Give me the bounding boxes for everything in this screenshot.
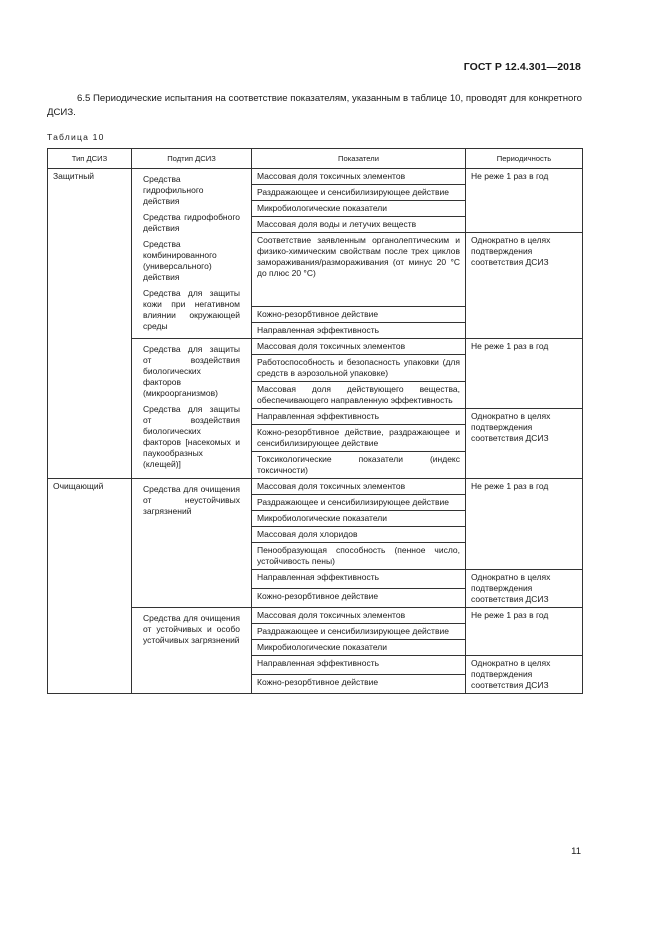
subtype-cell: [132, 339, 252, 479]
subtype-item: Средства для защиты от воздействия биологических факторов (микроорганизмов): [143, 344, 240, 398]
subtype-item: Средства комбинированного (универсального) действия: [143, 239, 217, 282]
indicator-cell: Раздражающее и сенсибилизирующее действие: [252, 495, 466, 511]
indicator-cell: Раздражающее и сенсибилизирующее действие: [252, 624, 466, 640]
indicator-cell: Массовая доля действующего вещества, обеспечивающего направленную эффективность: [252, 382, 466, 409]
period-cell: Не реже 1 раз в год: [466, 479, 583, 570]
indicator-cell: Микробиологические показатели: [252, 640, 466, 656]
indicator-cell: Массовая доля токсичных элементов: [252, 339, 466, 355]
indicator-cell: Соответствие заявленным органолептическим и физико-химическим свойствам после трех циклов замораживания/размораживания (от минус 20 °С до плюс 20 °С): [252, 233, 466, 307]
col-header-indicators: Показатели: [252, 149, 466, 169]
subtype-item: Средства гидрофобного действия: [143, 212, 240, 233]
period-cell: Не реже 1 раз в год: [466, 608, 583, 656]
requirements-table: [47, 148, 583, 694]
type-cell: Защитный: [48, 169, 132, 479]
document-header: ГОСТ Р 12.4.301—2018: [463, 61, 581, 73]
period-cell: Не реже 1 раз в год: [466, 169, 583, 233]
subtype-cell: [132, 479, 252, 608]
indicator-cell: Пенообразующая способность (пенное число, устойчивость пены): [252, 543, 466, 570]
col-header-subtype: Подтип ДСИЗ: [132, 149, 252, 169]
indicator-cell: Раздражающее и сенсибилизирующее действие: [252, 185, 466, 201]
subtype-item: Средства гидрофильного действия: [143, 174, 204, 206]
indicator-cell: Направленная эффективность: [252, 570, 466, 589]
table-row: [48, 479, 583, 495]
subtype-cell: [132, 169, 252, 339]
indicator-cell: Направленная эффективность: [252, 323, 466, 339]
indicator-cell: Кожно-резорбтивное действие: [252, 307, 466, 323]
indicator-cell: Массовая доля токсичных элементов: [252, 608, 466, 624]
indicator-cell: Массовая доля хлоридов: [252, 527, 466, 543]
table-header-row: [48, 149, 583, 169]
subtype-cell: [132, 608, 252, 694]
indicator-cell: Направленная эффективность: [252, 409, 466, 425]
subtype-item: Средства для очищения от неустойчивых загрязнений: [143, 484, 240, 516]
subtype-item: Средства для защиты кожи при негативном влиянии окружающей среды: [143, 288, 240, 331]
subtype-item: Средства для защиты от воздействия биологических факторов [насекомых и паукообразных (клещей)]: [143, 404, 240, 469]
intro-paragraph: 6.5 Периодические испытания на соответствие показателям, указанным в таблице 10, проводят для конкретного ДСИЗ.: [47, 93, 582, 118]
period-cell: Однократно в целях подтверждения соответствия ДСИЗ: [466, 570, 583, 608]
table-row: [48, 169, 583, 185]
indicator-cell: Направленная эффективность: [252, 656, 466, 675]
period-cell: Однократно в целях подтверждения соответствия ДСИЗ: [466, 409, 583, 479]
indicator-cell: Массовая доля токсичных элементов: [252, 169, 466, 185]
indicator-cell: Кожно-резорбтивное действие: [252, 589, 466, 608]
period-cell: Не реже 1 раз в год: [466, 339, 583, 409]
indicator-cell: Токсикологические показатели (индекс токсичности): [252, 452, 466, 479]
indicator-cell: Микробиологические показатели: [252, 511, 466, 527]
subtype-item: Средства для очищения от устойчивых и особо устойчивых загрязнений: [143, 613, 240, 645]
indicator-cell: Массовая доля воды и летучих веществ: [252, 217, 466, 233]
col-header-periodicity: Периодичность: [466, 149, 583, 169]
page-number: 11: [571, 846, 581, 857]
type-cell: Очищающий: [48, 479, 132, 694]
table-caption: Таблица 10: [47, 132, 105, 142]
indicator-cell: Кожно-резорбтивное действие: [252, 675, 466, 694]
col-header-type: Тип ДСИЗ: [48, 149, 132, 169]
period-cell: Однократно в целях подтверждения соответствия ДСИЗ: [466, 656, 583, 694]
period-cell: Однократно в целях подтверждения соответствия ДСИЗ: [466, 233, 583, 339]
indicator-cell: Микробиологические показатели: [252, 201, 466, 217]
indicator-cell: Работоспособность и безопасность упаковки (для средств в аэрозольной упаковке): [252, 355, 466, 382]
indicator-cell: Кожно-резорбтивное действие, раздражающее и сенсибилизирующее действие: [252, 425, 466, 452]
indicator-cell: Массовая доля токсичных элементов: [252, 479, 466, 495]
